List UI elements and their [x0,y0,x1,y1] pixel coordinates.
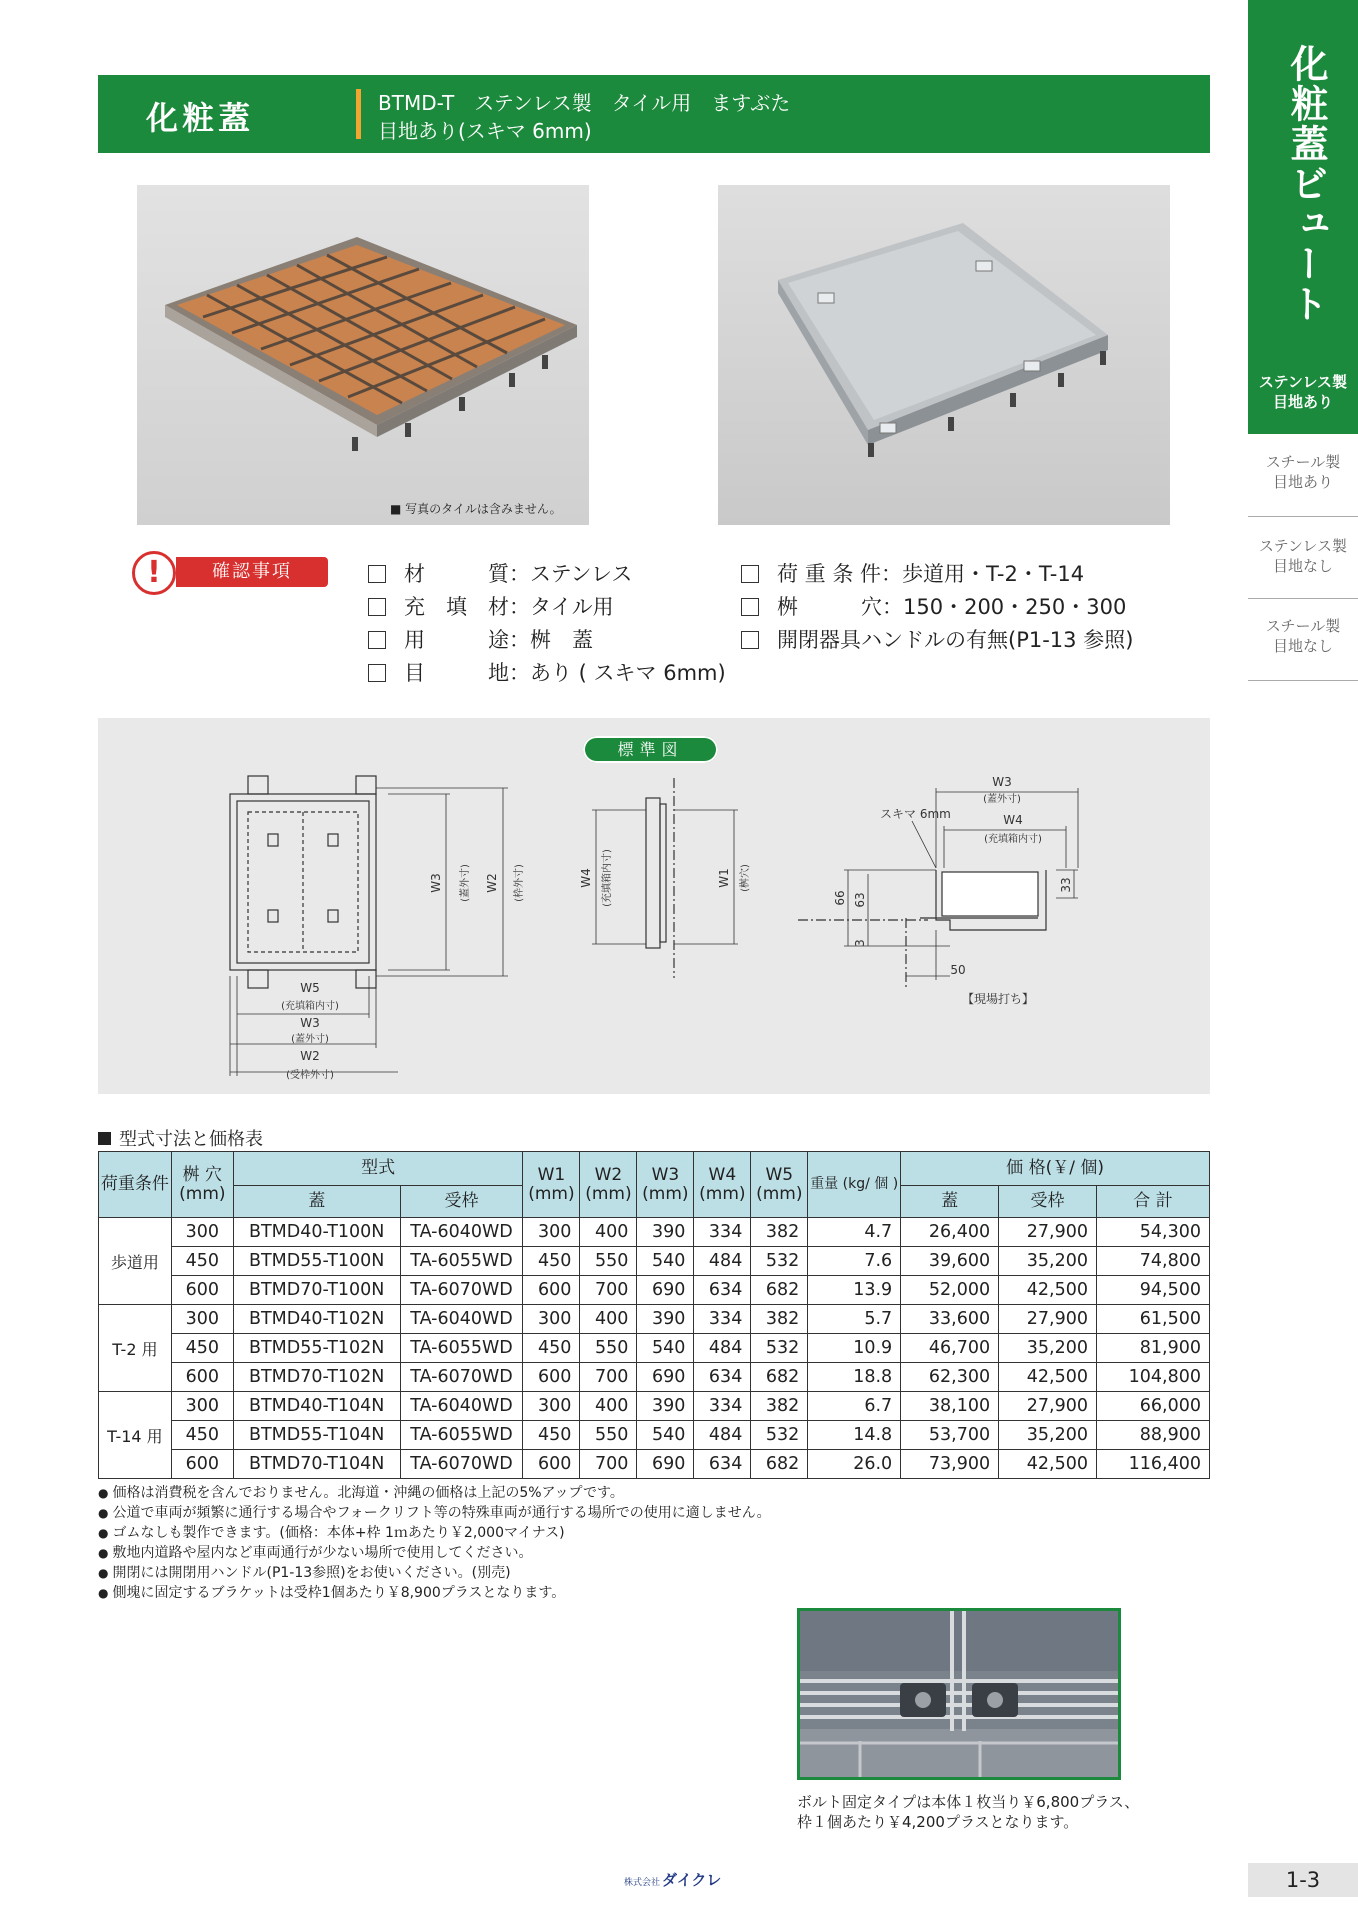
table-cell: 382 [751,1392,808,1421]
table-cell: 600 [523,1276,580,1305]
note-item: ● 敷地内道路や屋内など車両通行が少ない場所で使用してください。 [98,1543,771,1563]
col-price-lid: 蓋 [901,1186,999,1218]
table-cell: 18.8 [808,1363,901,1392]
table-cell: TA-6055WD [400,1421,523,1450]
table-row [99,1363,1210,1392]
table-row [99,1450,1210,1479]
check-item-filler[interactable] [368,591,614,621]
col-w4 [694,1152,751,1218]
table-cell: 390 [637,1218,694,1247]
sidebar-item-label: スチール製 [1265,617,1341,635]
table-row [99,1218,1210,1247]
header-subtitle-2: 目地あり(スキマ 6mm) [378,119,592,143]
sidebar-item-label: 目地なし [1272,637,1333,655]
table-cell: 27,900 [999,1218,1097,1247]
table-row [99,1392,1210,1421]
table-cell: BTMD40-T102N [233,1305,400,1334]
table-cell: 540 [637,1247,694,1276]
checkbox-icon [741,631,759,649]
company-logo [624,1869,721,1890]
table-cell: 300 [523,1305,580,1334]
table-heading [98,1125,263,1151]
table-cell: 400 [580,1305,637,1334]
table-cell: 450 [171,1334,233,1363]
table-cell: 690 [637,1450,694,1479]
check-item-hole[interactable] [741,591,1126,621]
col-w3-label: W3 [651,1164,680,1185]
section-w4-note: (充填箱内寸) [984,834,1042,845]
check-value: ：あり ( スキマ 6mm) [509,661,726,685]
table-cell: 88,900 [1097,1421,1210,1450]
table-cell: 600 [171,1450,233,1479]
bolt-fixing-illustration [800,1611,1118,1777]
table-cell: TA-6040WD [400,1392,523,1421]
col-frame: 受枠 [400,1186,523,1218]
table-cell: 700 [580,1363,637,1392]
section-dim-3: 3 [853,939,867,947]
page-title: 化粧蓋 [146,99,255,137]
col-w5-label: W5 [765,1164,794,1185]
check-key: 充 填 材 [404,595,509,619]
table-cell: 484 [694,1334,751,1363]
table-cell: 682 [751,1276,808,1305]
section-w4: W4 [1003,813,1023,827]
note-item: ● ゴムなしも製作できます。(価格：本体+枠 1ｍあたり￥2,000マイナス) [98,1523,771,1543]
table-cell: 532 [751,1421,808,1450]
check-value: ：150・200・250・300 [882,595,1127,619]
col-w2-label: W2 [594,1164,623,1185]
col-hole [171,1152,233,1218]
section-dim-33: 33 [1059,877,1073,893]
table-cell: 54,300 [1097,1218,1210,1247]
col-hole-label: 桝 穴 [182,1164,223,1185]
sidebar-divider [1248,516,1358,517]
table-cell: TA-6040WD [400,1218,523,1247]
col-load: 荷重条件 [99,1152,172,1218]
check-value: ：歩道用・T-2・T-14 [881,562,1085,586]
section-dim-63: 63 [853,892,867,908]
note-item: ● 価格は消費税を含んでおりません。北海道・沖縄の価格は上記の5%アップです。 [98,1483,771,1503]
table-cell: 450 [171,1421,233,1450]
table-cell: 550 [580,1421,637,1450]
col-hole-unit: (mm) [179,1183,226,1204]
check-key: 用 途 [404,628,509,652]
header-divider [356,89,361,139]
dim-w3-note: (蓋外寸) [291,1034,329,1045]
table-cell: 390 [637,1305,694,1334]
table-cell: 42,500 [999,1363,1097,1392]
table-cell: 116,400 [1097,1450,1210,1479]
dim-w1-vertical-note: (桝穴) [740,864,751,892]
table-cell: 42,500 [999,1450,1097,1479]
section-w3: W3 [992,775,1012,789]
table-cell: 450 [523,1334,580,1363]
check-item-handle[interactable] [741,624,1133,654]
table-cell: 450 [523,1247,580,1276]
table-cell: 390 [637,1392,694,1421]
confirm-label: 確認事項 [176,557,328,587]
table-cell: 300 [171,1392,233,1421]
sidebar-item-label: スチール製 [1265,453,1341,471]
company-prefix: 株式会社 [624,1878,661,1888]
table-cell: 33,600 [901,1305,999,1334]
bolt-fixing-photo [797,1608,1121,1780]
col-w4-label: W4 [708,1164,737,1185]
table-cell: 26.0 [808,1450,901,1479]
table-cell: BTMD70-T102N [233,1363,400,1392]
bolt-caption-line: 枠１個あたり￥4,200プラスとなります。 [797,1813,1079,1831]
steel-cover-photo [718,185,1170,525]
sidebar-item-label: ステンレス製 [1258,373,1348,391]
bolt-caption-line: ボルト固定タイプは本体１枚当り￥6,800プラス、 [797,1793,1140,1811]
table-cell: 300 [171,1218,233,1247]
table-cell: 634 [694,1363,751,1392]
table-cell: 690 [637,1276,694,1305]
square-bullet-icon [98,1132,111,1145]
tile-cover-illustration [137,185,589,525]
table-cell: 600 [171,1276,233,1305]
check-key: 材 質 [404,562,509,586]
dim-w2: W2 [300,1049,320,1063]
table-cell: TA-6070WD [400,1276,523,1305]
table-cell: 13.9 [808,1276,901,1305]
table-cell: 46,700 [901,1334,999,1363]
col-w1-unit: (mm) [528,1183,575,1204]
check-value: ：タイル用 [509,595,614,619]
sidebar-divider [1248,680,1358,681]
checkbox-icon [741,565,759,583]
table-cell: 400 [580,1218,637,1247]
section-dim-66: 66 [833,890,847,906]
check-value: ：ステンレス [509,562,633,586]
table-cell: 532 [751,1334,808,1363]
table-cell: 26,400 [901,1218,999,1247]
table-cell: 690 [637,1363,694,1392]
table-cell: 53,700 [901,1421,999,1450]
col-w1 [523,1152,580,1218]
table-row [99,1247,1210,1276]
col-w3-unit: (mm) [642,1183,689,1204]
check-item-load[interactable] [741,558,1084,588]
dim-w4-vertical: W4 [579,868,593,888]
checkbox-icon [368,598,386,616]
col-w2-unit: (mm) [585,1183,632,1204]
sidebar-item-label: ステンレス製 [1258,537,1348,555]
table-cell: 35,200 [999,1421,1097,1450]
table-cell: 550 [580,1247,637,1276]
table-cell: 484 [694,1421,751,1450]
check-item-joint[interactable] [368,657,726,687]
table-cell: 300 [171,1305,233,1334]
table-cell: 382 [751,1305,808,1334]
table-cell: TA-6070WD [400,1363,523,1392]
section-dim-50: 50 [950,963,966,977]
table-cell: 74,800 [1097,1247,1210,1276]
dim-w5: W5 [300,981,320,995]
table-cell: TA-6055WD [400,1247,523,1276]
photo-caption: ■ 写真のタイルは含みません。 [390,502,562,516]
notes-list [98,1483,771,1603]
col-w2 [580,1152,637,1218]
bolt-caption [797,1792,1139,1832]
table-heading-text: 型式寸法と価格表 [119,1129,263,1150]
col-price-total: 合 計 [1097,1186,1210,1218]
table-cell: 4.7 [808,1218,901,1247]
table-cell: BTMD55-T100N [233,1247,400,1276]
sidebar-item-stainless-nojoint[interactable] [1248,536,1358,576]
table-cell: 300 [523,1392,580,1421]
table-cell: 334 [694,1218,751,1247]
checkbox-icon [368,565,386,583]
table-cell: 700 [580,1450,637,1479]
table-cell: TA-6055WD [400,1334,523,1363]
checkbox-icon [368,664,386,682]
col-model: 型式 [233,1152,523,1186]
table-cell: 600 [523,1363,580,1392]
table-cell: 540 [637,1421,694,1450]
dim-w3-vertical: W3 [429,873,443,893]
table-cell: 6.7 [808,1392,901,1421]
col-w3 [637,1152,694,1218]
col-w5 [751,1152,808,1218]
table-cell: 42,500 [999,1276,1097,1305]
sidebar-item-label: 目地あり [1272,473,1333,491]
table-cell: 66,000 [1097,1392,1210,1421]
col-price: 価 格(￥/ 個) [901,1152,1210,1186]
table-cell: 300 [523,1218,580,1247]
table-row [99,1421,1210,1450]
table-cell: 634 [694,1450,751,1479]
table-cell: 73,900 [901,1450,999,1479]
section-gap-label: スキマ 6mm [880,807,951,821]
table-cell: 81,900 [1097,1334,1210,1363]
check-value: ：桝 蓋 [509,628,593,652]
dim-w4-vertical-note: (充填箱内寸) [602,849,613,907]
table-cell: 35,200 [999,1334,1097,1363]
table-cell: BTMD70-T104N [233,1450,400,1479]
col-price-frame: 受枠 [999,1186,1097,1218]
dim-w2-vertical: W2 [485,873,499,893]
table-cell: 600 [523,1450,580,1479]
table-cell: BTMD40-T104N [233,1392,400,1421]
dim-w2-note: (受枠外寸) [286,1070,334,1081]
col-lid: 蓋 [233,1186,400,1218]
table-cell: 61,500 [1097,1305,1210,1334]
table-cell: 7.6 [808,1247,901,1276]
dim-w3: W3 [300,1016,320,1030]
sidebar-item-label: 目地なし [1272,557,1333,575]
table-cell: 62,300 [901,1363,999,1392]
table-cell: 550 [580,1334,637,1363]
table-row [99,1276,1210,1305]
table-cell: 52,000 [901,1276,999,1305]
check-key: 荷 重 条 件 [777,562,882,586]
table-cell: 682 [751,1363,808,1392]
table-cell: 27,900 [999,1305,1097,1334]
note-item: ● 側塊に固定するブラケットは受枠1個あたり￥8,900プラスとなります。 [98,1583,771,1603]
warning-icon: ! [132,551,176,595]
table-cell: TA-6070WD [400,1450,523,1479]
col-w4-unit: (mm) [699,1183,746,1204]
table-cell: BTMD55-T102N [233,1334,400,1363]
table-cell: 334 [694,1392,751,1421]
dim-w5-note: (充填箱内寸) [281,1001,339,1012]
header-subtitle-1: BTMD-T ステンレス製 タイル用 ますぶた [378,91,791,115]
dim-w1-vertical: W1 [717,868,731,888]
spec-price-table [98,1151,1210,1479]
table-cell: 14.8 [808,1421,901,1450]
table-cell: 94,500 [1097,1276,1210,1305]
table-cell: 334 [694,1305,751,1334]
check-key: 開閉器具ハンドルの有無(P1-13 参照) [777,628,1134,652]
steel-cover-illustration [718,185,1170,525]
table-cell: 532 [751,1247,808,1276]
check-item-usage[interactable] [368,624,593,654]
table-row [99,1334,1210,1363]
sidebar-item-steel-nojoint[interactable] [1248,616,1358,656]
section-w3-note: (蓋外寸) [983,794,1021,805]
section-site-label: 【現場打ち】 [961,992,1035,1006]
note-item: ● 公道で車両が頻繁に通行する場合やフォークリフト等の特殊車両が通行する場所での使用に適しません。 [98,1503,771,1523]
table-cell: 682 [751,1450,808,1479]
check-key: 目 地 [404,661,509,685]
col-w1-label: W1 [537,1164,566,1185]
table-cell: 35,200 [999,1247,1097,1276]
load-group-cell: T-2 用 [99,1305,172,1392]
load-group-cell: 歩道用 [99,1218,172,1305]
table-row [99,1305,1210,1334]
table-cell: 634 [694,1276,751,1305]
sidebar-title-block [1248,0,1358,346]
check-item-material[interactable] [368,558,632,588]
table-cell: 5.7 [808,1305,901,1334]
drawing-svg [98,718,1210,1094]
table-cell: 450 [523,1421,580,1450]
table-cell: BTMD55-T104N [233,1421,400,1450]
load-group-cell: T-14 用 [99,1392,172,1479]
header-band [98,75,1210,153]
standard-drawing [98,718,1210,1094]
check-key: 桝 穴 [777,595,882,619]
dim-w3-vertical-note: (蓋外寸) [460,864,471,902]
checkbox-icon [368,631,386,649]
table-cell: 540 [637,1334,694,1363]
standard-drawing-badge: 標準図 [583,736,718,763]
dim-w2-vertical-note: (枠外寸) [514,864,525,902]
table-cell: 104,800 [1097,1363,1210,1392]
table-cell: 382 [751,1218,808,1247]
sidebar-item-stainless-joint[interactable] [1248,346,1358,434]
table-cell: 38,100 [901,1392,999,1421]
sidebar-divider [1248,598,1358,599]
checkbox-icon [741,598,759,616]
company-name: ダイクレ [662,1871,722,1889]
note-item: ● 開閉には開閉用ハンドル(P1-13参照)をお使いください。(別売) [98,1563,771,1583]
col-w5-unit: (mm) [756,1183,803,1204]
table-cell: 484 [694,1247,751,1276]
sidebar-title: 化粧蓋ビュート [1284,44,1328,324]
col-weight: 重量 (kg/ 個 ) [808,1152,901,1218]
tile-cover-photo [137,185,589,525]
table-cell: 27,900 [999,1392,1097,1421]
table-cell: TA-6040WD [400,1305,523,1334]
sidebar-item-steel-joint[interactable] [1248,452,1358,492]
table-cell: 39,600 [901,1247,999,1276]
table-cell: 10.9 [808,1334,901,1363]
table-cell: BTMD40-T100N [233,1218,400,1247]
table-cell: 450 [171,1247,233,1276]
spec-table-body [99,1218,1210,1479]
table-cell: 700 [580,1276,637,1305]
table-cell: 600 [171,1363,233,1392]
sidebar-item-label: 目地あり [1272,393,1333,411]
page-number: 1-3 [1248,1863,1358,1897]
table-cell: BTMD70-T100N [233,1276,400,1305]
table-cell: 400 [580,1392,637,1421]
